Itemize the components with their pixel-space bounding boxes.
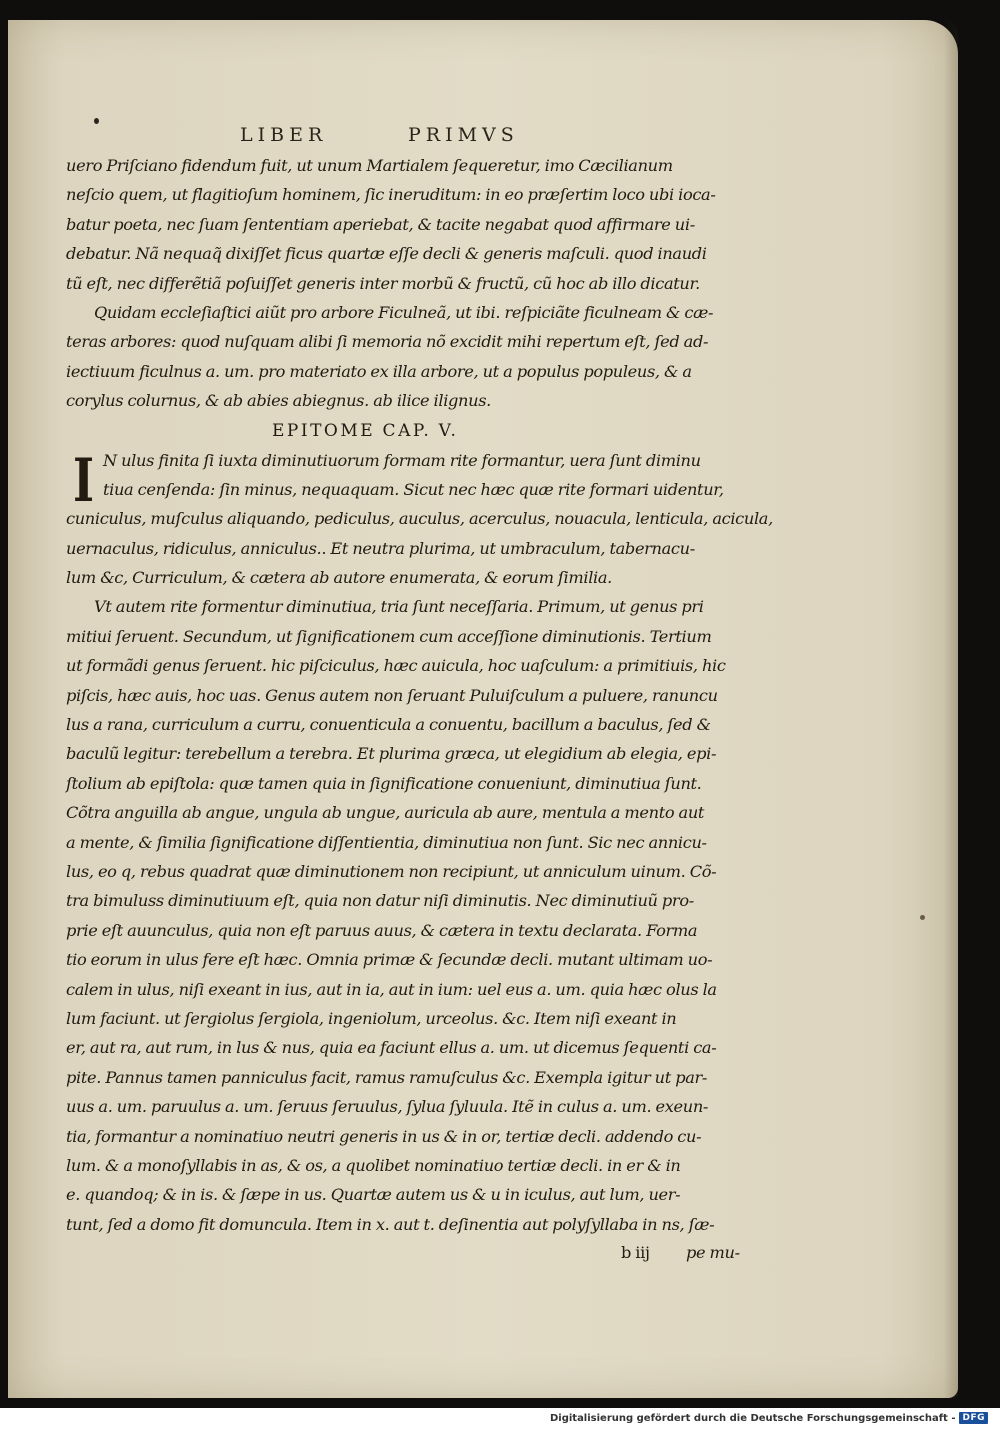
footer-credit	[550, 1409, 988, 1427]
signature-line	[66, 1239, 742, 1267]
text-line: tio eorum in ulus fere eſt hæc. Omnia primæ & ſecundæ decli. mutant ultimam uo-	[66, 950, 713, 970]
text-line: debatur. Nã nequaq̃ dixiſſet ficus quartæ eſſe decli & generis maſculi. quod inaudi	[66, 244, 707, 264]
text-line: Vt autem rite formentur diminutiua, tria ſunt neceſſaria. Primum, ut genus pri	[94, 597, 704, 617]
text-line: batur poeta, nec ſuam ſententiam aperiebat, & tacite negabat quod affirmare ui-	[66, 214, 695, 234]
paragraph-vt-autem	[66, 592, 742, 1239]
catchword: pe mu-	[686, 1243, 740, 1263]
text-line: lum. & a monoſyllabis in as, & os, a quolibet nominatiuo tertiæ decli. in er & in	[66, 1155, 681, 1175]
text-line: lus a rana, curriculum a curru, conuenticula a conuentu, bacillum a baculus, ſed &	[66, 715, 711, 735]
text-line: lus, eo q, rebus quadrat quæ diminutionem non recipiunt, ut anniculum uinum. Cõ-	[66, 861, 717, 881]
paragraph-quidam	[66, 298, 742, 416]
text-block	[66, 151, 773, 1267]
text-line: er, aut ra, aut rum, in lus & nus, quia ea faciunt ellus a. um. ut dicemus ſequenti ca-	[66, 1038, 717, 1058]
text-line: corylus colurnus, & ab abies abiegnus. ab ilice ilignus.	[66, 391, 491, 411]
text-line: N ulus finita ſi iuxta diminutiuorum formam rite formantur, uera ſunt diminu	[103, 450, 701, 470]
text-line: baculũ legitur: terebellum a terebra. Et plurima græca, ut elegidium ab elegia, epi-	[66, 744, 717, 764]
paper-speck	[920, 915, 925, 920]
text-line: teras arbores: quod nuſquam alibi ſi memoria nõ excidit mihi repertum eſt, ſed ad-	[66, 332, 709, 352]
running-head-primus: PRIMVS	[408, 124, 519, 146]
text-line: tũ eſt, nec differẽtiã poſuiſſet generis inter morbũ & fructũ, cũ hoc ab illo dicatur.	[66, 273, 700, 293]
text-line: prie eſt auunculus, quia non eſt paruus auus, & cætera in textu declarata. Forma	[66, 920, 698, 940]
text-line: uero Priſciano fidendum fuit, ut unum Martialem ſequeretur, imo Cæcilianum	[66, 156, 673, 175]
text-line: e. quandoq; & in is. & ſæpe in us. Quartæ autem us & u in iculus, aut lum, uer-	[66, 1185, 681, 1205]
drop-cap-initial: I	[73, 445, 94, 516]
text-line: ſtolium ab epiſtola: quæ tamen quia in ſignificatione conueniunt, diminutiua ſunt.	[66, 773, 702, 793]
text-line: Cõtra anguilla ab angue, ungula ab ungue, auricula ab aure, mentula a mento aut	[66, 803, 705, 823]
text-line: mitiui ſeruent. Secundum, ut ſignificationem cum acceſſione diminutionis. Tertium	[66, 626, 712, 646]
text-line: tra bimuluss diminutiuum eſt, quia non datur niſi diminutis. Nec diminutiuũ pro-	[66, 891, 694, 911]
signature-mark: b iij	[621, 1243, 650, 1263]
text-line: tiua cenſenda: ſin minus, nequaquam. Sicut nec hæc quæ rite formari uidentur,	[103, 479, 724, 499]
text-line: pite. Pannus tamen panniculus facit, ramus ramuſculus &c. Exempla igitur ut par-	[66, 1067, 708, 1087]
page-edge-shadow	[944, 20, 958, 1398]
text-line: uus a. um. paruulus a. um. ſeruus ſeruulus, ſylua ſyluula. Itẽ in culus a. um. exeun-	[66, 1097, 709, 1117]
text-line: ut formãdi genus ſeruent. hic piſciculus, hæc auicula, hoc uaſculum: a primitiuis, hic	[66, 656, 726, 676]
text-line: a mente, & ſimilia ſignificatione diſſentientia, diminutiua non ſunt. Sic nec annicu-	[66, 832, 707, 852]
text-line: lum faciunt. ut ſergiolus ſergiola, ingeniolum, urceolus. &c. Item niſi exeant in	[66, 1008, 677, 1028]
opening-paragraph	[66, 151, 742, 298]
text-line: calem in ulus, niſi exeant in ius, aut in ia, aut in ium: uel eus a. um. quia hæc olus la	[66, 979, 717, 999]
text-line: tunt, ſed a domo fit domuncula. Item in x. aut t. deſinentia aut polyſyllaba in ns, ſæ-	[66, 1214, 715, 1234]
text-line: lum &c, Curriculum, & cætera ab autore enumerata, & eorum ſimilia.	[66, 568, 612, 588]
running-head-liber: LIBER	[240, 124, 328, 146]
text-line: tia, formantur a nominatiuo neutri generis in us & in or, tertiæ decli. addendo cu-	[66, 1126, 702, 1146]
book-page	[8, 20, 958, 1398]
text-line: cuniculus, muſculus aliquando, pediculus, auculus, acerculus, nouacula, lenticula, acicula,	[66, 509, 773, 529]
ink-dot	[94, 118, 99, 124]
chapter-opening	[66, 445, 773, 593]
text-line: uernaculus, ridiculus, anniculus.. Et neutra plurima, ut umbraculum, tabernacu-	[66, 538, 695, 558]
chapter-heading: EPITOME CAP. V.	[272, 420, 459, 441]
text-line: neſcio quem, ut flagitioſum hominem, ſic ineruditum: in eo præſertim loco ubi ioca-	[66, 185, 716, 205]
text-line: Quidam eccleſiaſtici aiũt pro arbore Ficulneã, ut ibi. reſpiciãte ficulneam & cæ-	[94, 302, 714, 322]
dfg-logo-icon: DFG	[959, 1412, 988, 1424]
footer-credit-text: Digitalisierung gefördert durch die Deutsche Forschungsgemeinschaft -	[549, 1412, 956, 1424]
text-line: iectiuum ficulnus a. um. pro materiato ex illa arbore, ut a populus populeus, & a	[66, 361, 692, 381]
text-line: piſcis, hæc auis, hoc uas. Genus autem non ſeruant Puluiſculum a puluere, ranuncu	[66, 685, 718, 705]
